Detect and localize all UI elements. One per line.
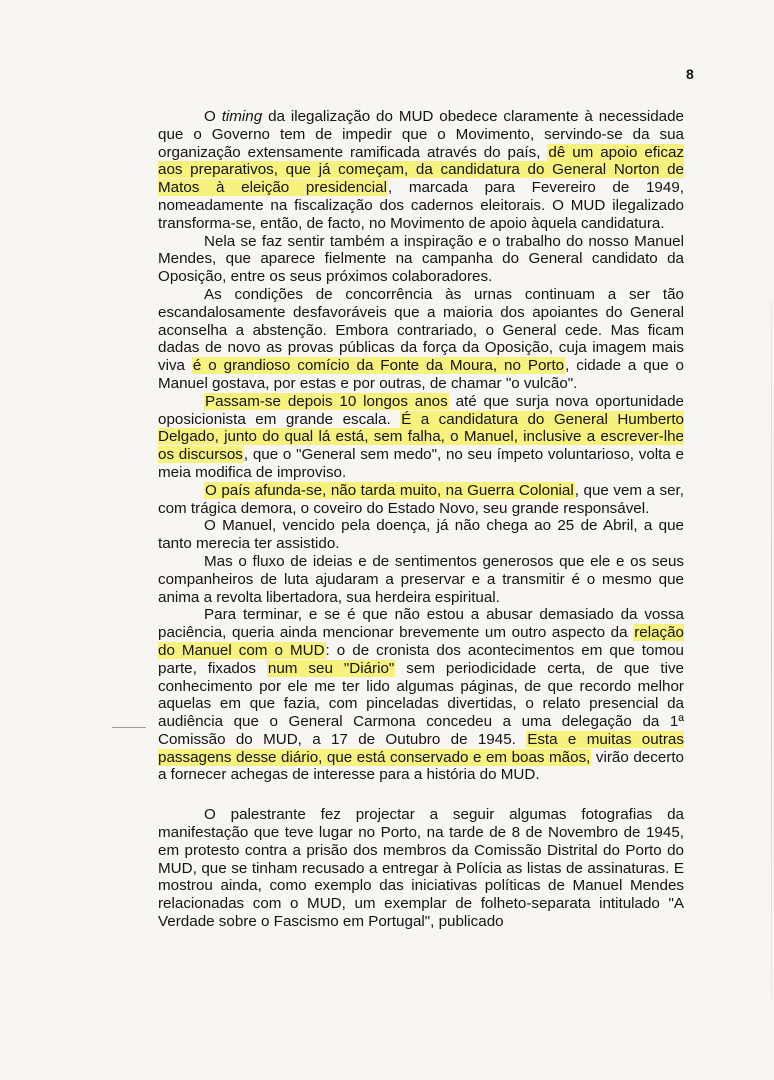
paragraph	[158, 806, 684, 931]
text-run: O Manuel, vencido pela doença, já não chega ao 25 de Abril, a que tanto merecia ter assistido.	[158, 517, 684, 553]
paragraph	[158, 233, 684, 286]
paragraph	[158, 482, 684, 518]
text-run: : o de cronista dos acontecimentos em que tomou parte, fixados	[158, 641, 684, 677]
highlighted-text: O país afunda-se, não tarda muito, na Guerra Colonial	[205, 481, 574, 499]
text-run: O	[204, 108, 222, 125]
text-run: Mas o fluxo de ideias e de sentimentos generosos que ele e os seus companheiros de luta ajudaram a preservar e a transmitir é o mesmo que anima a revolta libertadora, sua herdeira espiritual.	[158, 552, 684, 606]
text-run: da ilegalização do MUD obedece claramente à necessidade que o Governo tem de impedir que o Movimento, servindo-se da sua organização extensamente ramificada através do país,	[158, 108, 684, 161]
text-run: até que surja nova oportunidade oposicionista em grande escala.	[158, 392, 684, 428]
text-run: , cidade a que o Manuel gostava, por estas e por outras, de chamar "o vulcão".	[158, 357, 684, 392]
italic-text: timing	[221, 108, 263, 125]
text-run: virão decerto a fornecer achegas de interesse para a história do MUD.	[158, 748, 684, 784]
highlighted-text: Esta e muitas outras passagens desse diário, que está conservado e em boas mãos,	[158, 730, 684, 766]
paragraph	[158, 606, 684, 784]
text-run: , marcada para Fevereiro de 1949, nomeadamente na fiscalização dos cadernos eleitorais. O MUD ilegalizado transforma-se, então, de facto, no Movimento de apoio àquela candidatura.	[158, 179, 684, 232]
text-run: sem periodicidade certa, de que tive conhecimento por ele me ter lido algumas páginas, de que recordo melhor aquelas em que fazia, com pinceladas divertidas, o relato presencial da audiência que o General Carmona concedeu a uma delegação da 1ª Comissão do MUD, a 17 de Outubro de 1945.	[158, 659, 684, 748]
highlighted-text: dê um apoio eficaz aos preparativos, que já começam, da candidatura do General Norton de Matos à eleição presidencial	[158, 143, 684, 197]
highlighted-text: é o grandioso comício da Fonte da Moura, no Porto	[192, 357, 565, 375]
highlighted-text: É a candidatura do General Humberto Delgado, junto do qual lá está, sem falha, o Manuel, inclusive a escrever-lhe os discursos	[158, 410, 684, 464]
paragraph	[158, 393, 684, 482]
highlighted-text: num seu "Diário"	[267, 659, 395, 677]
text-run: Nela se faz sentir também a inspiração e o trabalho do nosso Manuel Mendes, que aparece fielmente na campanha do General candidato da Oposição, entre os seus próximos colaboradores.	[158, 232, 684, 286]
highlighted-text: Passam-se depois 10 longos anos	[205, 392, 448, 410]
scan-edge	[771, 300, 772, 1000]
text-run: Para terminar, e se é que não estou a abusar demasiado da vossa paciência, queria ainda mencionar brevemente um outro aspecto da	[158, 606, 684, 642]
margin-mark	[112, 727, 146, 728]
paragraph	[158, 517, 684, 553]
paragraph	[158, 553, 684, 606]
paragraph	[158, 108, 684, 233]
paragraph	[158, 286, 684, 393]
highlighted-text: relação do Manuel com o MUD	[158, 624, 684, 659]
page-number: 8	[686, 66, 694, 82]
text-run: , que o "General sem medo", no seu ímpeto voluntarioso, volta e meia modifica de improviso.	[158, 446, 684, 481]
text-run: O palestrante fez projectar a seguir algumas fotografias da manifestação que teve lugar no Porto, na tarde de 8 de Novembro de 1945, em protesto contra a prisão dos membros da Comissão Distrital do Porto do MUD, que se tinham recusado a entregar à Polícia as listas de assinaturas. E mostrou ainda, como exemplo das iniciativas políticas de Manuel Mendes relacionadas com o MUD, um exemplar de folheto-separata intitulado "A Verdade sobre o Fascismo em Portugal", publicado	[158, 806, 684, 931]
text-run: , que vem a ser, com trágica demora, o coveiro do Estado Novo, seu grande responsável.	[158, 481, 684, 517]
text-run: As condições de concorrência às urnas continuam a ser tão escandalosamente desfavoráveis que a maioria dos apoiantes do General aconselha a abstenção. Embora contrariado, o General cede. Mas ficam dadas de novo as provas públicas da força da Oposição, cuja imagem mais viva	[158, 285, 684, 375]
body-text	[158, 108, 684, 931]
